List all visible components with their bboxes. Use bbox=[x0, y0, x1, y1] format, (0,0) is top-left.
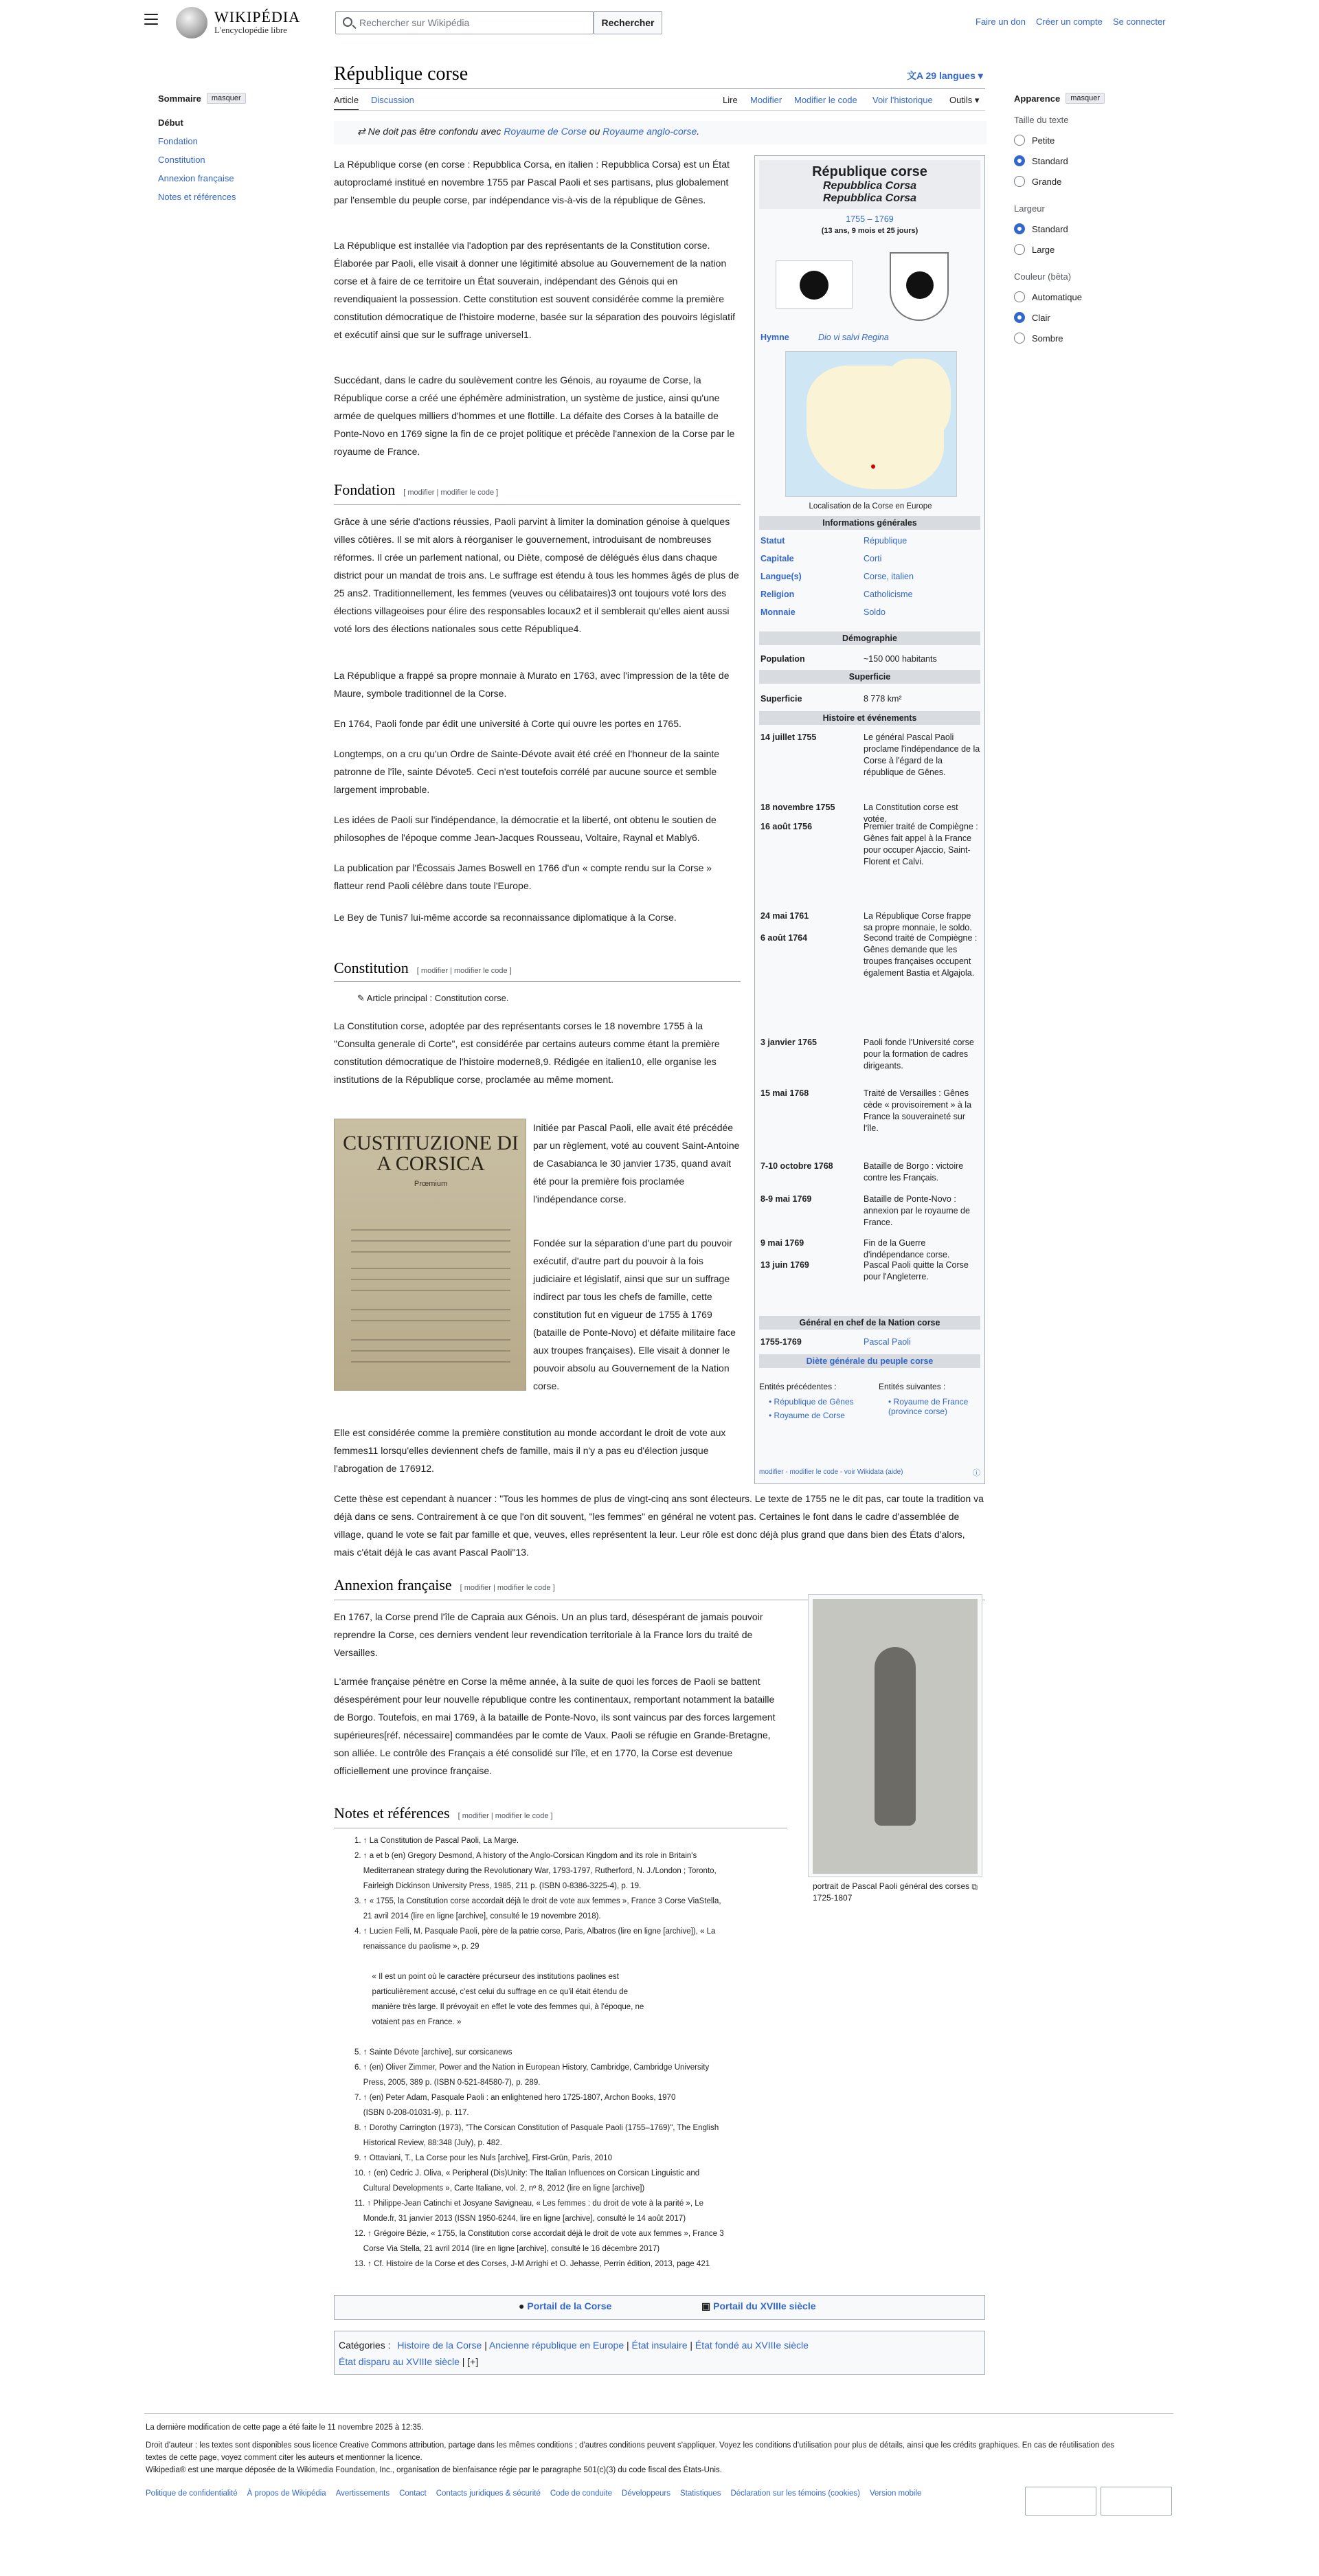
references-list bbox=[354, 1833, 794, 2272]
footer-link[interactable]: Contacts juridiques & sécurité bbox=[436, 2489, 541, 2498]
infobox-section-general: Général en chef de la Nation corse bbox=[759, 1316, 980, 1330]
info-key[interactable]: Capitale bbox=[760, 554, 794, 563]
footer-link[interactable]: Version mobile bbox=[870, 2489, 922, 2498]
hatnote bbox=[357, 126, 699, 137]
fondation-para-6: La publication par l'Écossais James Boswell en 1766 d'un « compte rendu sur la Corse » flatteur rend Paoli célèbre dans toute l'Europe. bbox=[334, 862, 712, 891]
entity-label: Royaume de France (province corse) bbox=[888, 1397, 969, 1416]
fondation-para-7: Le Bey de Tunis7 lui-même accorde sa reconnaissance diplomatique à la Corse. bbox=[334, 912, 677, 923]
previous-entity-corse[interactable]: • Royaume de Corse bbox=[769, 1411, 845, 1420]
reference-item: 3. ↑ « 1755, la Constitution corse accordait déjà le droit de vote aux femmes », France 3 Corse ViaStella, bbox=[354, 1897, 721, 1905]
heading-annexion bbox=[334, 1576, 555, 1594]
event-date: 8-9 mai 1769 bbox=[760, 1194, 812, 1204]
hymn-key[interactable]: Hymne bbox=[760, 333, 789, 342]
reference-item: 11. ↑ Philippe-Jean Catinchi et Josyane Savigneau, « Les femmes : du droit de vote à la parité », Le bbox=[354, 2199, 704, 2208]
edit-section-link[interactable]: [ modifier | modifier le code ] bbox=[460, 1584, 555, 1592]
entity-label: Royaume de Corse bbox=[774, 1411, 845, 1420]
heading-text: Annexion française bbox=[334, 1576, 452, 1593]
radio-color-light[interactable] bbox=[1014, 312, 1158, 323]
radio-label: Standard bbox=[1032, 223, 1068, 234]
heading-text: Constitution bbox=[334, 959, 409, 976]
document-line bbox=[351, 1251, 510, 1253]
info-value[interactable]: Soldo bbox=[864, 607, 886, 617]
infobox bbox=[754, 155, 985, 1484]
heading-constitution bbox=[334, 959, 512, 977]
constitution-para-4: Elle est considérée comme la première constitution au monde accordant le droit de vote aux femmes11 lorsqu'elles deviennent chefs de famille, mais il n'y a pas eu d'élection jusque l'abrogation de 176912. bbox=[334, 1427, 726, 1474]
footer-link[interactable]: À propos de Wikipédia bbox=[247, 2489, 326, 2498]
infobox-section-superficie: Superficie bbox=[759, 670, 980, 684]
infobox-section-demo: Démographie bbox=[759, 631, 980, 645]
tab-article[interactable]: Article bbox=[334, 95, 359, 111]
info-value[interactable]: Corti bbox=[864, 554, 882, 563]
event-date: 16 août 1756 bbox=[760, 822, 813, 831]
constitution-para-5: Cette thèse est cependant à nuancer : "Tous les hommes de plus de vingt-cinq ans sont électeurs. Le texte de 1755 ne le dit pas, car toute la tradition va déjà dans ce sens. Contrairement à ce que l'on dit souvent, "les femmes" en général ne votent pas. Certaines le font dans le cadre d'assemblée de village, quand le vote se fait par famille et que, veuves, elles représentent la leur. Leur rôle est donc déjà plus grand que dans bien des États d'alors, mais c'était déjà le cas avant Pascal Paoli"13. bbox=[334, 1493, 984, 1558]
moor-head-icon bbox=[906, 271, 934, 299]
constitution-para-2: Initiée par Pascal Paoli, elle avait été précédée par un règlement, voté au couvent Saint-Antoine de Casabianca le 30 janvier 1735, quand avait été pour la première fois proclamée l'indépendance corse. bbox=[533, 1122, 740, 1205]
event-text: Bataille de Ponte-Novo : annexion par le royaume de France. bbox=[864, 1194, 970, 1227]
reference-item: 8. ↑ Dorothy Carrington (1973), "The Corsican Constitution of Pasquale Paoli (1755–1769)", The English bbox=[354, 2124, 719, 2132]
search-button[interactable]: Rechercher bbox=[594, 11, 662, 34]
portals-box bbox=[334, 2295, 985, 2320]
event-date: 15 mai 1768 bbox=[760, 1088, 809, 1098]
diete-link[interactable]: Diète générale du peuple corse bbox=[759, 1354, 980, 1368]
radio-text-standard[interactable] bbox=[1014, 155, 1158, 166]
previous-entities bbox=[759, 1382, 862, 1420]
previous-entity-genes[interactable]: • République de Gênes bbox=[769, 1397, 854, 1407]
text-size-label: Taille du texte bbox=[1014, 115, 1069, 125]
wordmark-title: WIKIPÉDIA bbox=[214, 8, 301, 25]
general-key: 1755-1769 bbox=[760, 1337, 802, 1347]
tools-label: Outils bbox=[949, 95, 973, 105]
hatnote-link-anglo[interactable]: Royaume anglo-corse bbox=[602, 126, 697, 137]
entity-label: République de Gênes bbox=[774, 1397, 854, 1407]
event-date: 14 juillet 1755 bbox=[760, 732, 817, 742]
table-of-contents bbox=[158, 93, 289, 202]
event-text: Traité de Versailles : Gênes cède « provisoirement » à la France la souveraineté sur l'île. bbox=[864, 1088, 972, 1133]
reference-item: particulièrement accusé, c'est celui du suffrage en ce qu'il était étendu de bbox=[354, 1988, 628, 1996]
heading-fondation bbox=[334, 481, 498, 499]
radio-color-dark[interactable] bbox=[1014, 333, 1158, 344]
reference-item: Fairleigh Dickinson University Press, 1985, 211 p. (ISBN 0-8386-3225-4), p. 19. bbox=[354, 1882, 642, 1890]
hatnote-end: . bbox=[697, 126, 700, 137]
category-link[interactable]: État disparu au XVIIIe siècle bbox=[339, 2356, 460, 2367]
reference-item: 1. ↑ La Constitution de Pascal Paoli, La Marge. bbox=[354, 1837, 519, 1845]
language-icon: 文A bbox=[907, 70, 926, 81]
constitution-para-3: Fondée sur la séparation d'une part du pouvoir exécutif, d'autre part du pouvoir à la fois judiciaire et législatif, ainsi que sur un suffrage indirect par tous les chefs de famille, cette constitution fut en vigueur de 1755 à 1769 (bataille de Ponte-Novo) et défaite militaire face aux troupes françaises). Elle visait à donner le pouvoir absolu au Gouvernement de la Nation corse. bbox=[533, 1237, 736, 1391]
event-text: Paoli fonde l'Université corse pour la formation de cadres dirigeants. bbox=[864, 1038, 974, 1071]
info-key[interactable]: Langue(s) bbox=[760, 572, 802, 581]
annexion-para-1: En 1767, la Corse prend l'île de Capraia aux Génois. Un an plus tard, désespérant de jamais pouvoir reprendre la Corse, ces derniers vendent leur revendication territoriale à la France lors du traité de Versailles. bbox=[334, 1611, 763, 1658]
radio-icon bbox=[1014, 291, 1025, 302]
disambig-icon: ⇄ bbox=[357, 126, 368, 137]
section-divider bbox=[334, 504, 741, 505]
footer-link[interactable]: Avertissements bbox=[335, 2489, 390, 2498]
footer-divider bbox=[144, 2413, 1173, 2414]
appearance-header bbox=[1014, 93, 1158, 104]
footer-link[interactable]: Déclaration sur les témoins (cookies) bbox=[730, 2489, 860, 2498]
license-line-1: Droit d'auteur : les textes sont disponibles sous licence Creative Commons attribution, partage dans les mêmes conditions ; d'autres conditions peuvent s'appliquer. Voyez les conditions d'utilisation pour plus de détails, ainsi que les crédits graphiques. En cas de réutilisation des bbox=[146, 2441, 1115, 2450]
footer-link[interactable]: Développeurs bbox=[622, 2489, 670, 2498]
document-line bbox=[351, 1350, 510, 1352]
tab-discussion[interactable]: Discussion bbox=[371, 95, 414, 105]
portal-18e-icon: ▣ bbox=[701, 2300, 714, 2311]
constitution-document-image[interactable] bbox=[334, 1119, 526, 1391]
main-article-text: Article principal : Constitution corse. bbox=[366, 993, 509, 1003]
document-line bbox=[351, 1309, 510, 1310]
toc-item-annexion[interactable]: Annexion française bbox=[158, 173, 234, 183]
hatnote-prefix: Ne doit pas être confondu avec bbox=[368, 126, 504, 137]
reference-item: 7. ↑ (en) Peter Adam, Pasquale Paoli : an enlightened hero 1725-1807, Archon Books, 1970 bbox=[354, 2094, 676, 2102]
section-divider bbox=[334, 981, 741, 982]
radio-label: Sombre bbox=[1032, 333, 1063, 344]
document-line bbox=[351, 1229, 510, 1231]
reference-item: Historical Review, 88:348 (July), p. 482. bbox=[354, 2139, 502, 2147]
portal-corse[interactable] bbox=[519, 2300, 611, 2311]
action-read[interactable]: Lire bbox=[723, 95, 738, 105]
document-line bbox=[351, 1339, 510, 1341]
fondation-para-2: La République a frappé sa propre monnaie à Murato en 1763, avec l'impression de la tête de Maure, symbole traditionnel de la Corse. bbox=[334, 670, 730, 699]
reference-item: 12. ↑ Grégoire Bézie, « 1755, la Constitution corse accordait déjà le droit de vote aux femmes », France 3 bbox=[354, 2230, 724, 2238]
appearance-panel bbox=[1014, 93, 1158, 344]
flag-image[interactable] bbox=[776, 260, 853, 309]
reference-item: 10. ↑ (en) Cedric J. Oliva, « Peripheral (Dis)Unity: The Italian Influences on Corsican Linguistic and bbox=[354, 2169, 700, 2177]
donate-link[interactable]: Faire un don bbox=[976, 16, 1026, 27]
appearance-hide-button[interactable]: masquer bbox=[1066, 93, 1105, 104]
fondation-para-1: Grâce à une série d'actions réussies, Paoli parvint à limiter la domination génoise à quelques villes côtières. Il se mit alors à réorganiser le gouvernement, introduisant de nombreuses réformes. Il crée un parlement national, ou Diète, composé de délégués élus dans chaque district pour un mandat de trois ans. Le suffrage est étendu à tous les hommes âgés de plus de 25 ans2. Traditionnellement, les femmes (veuves ou célibataires)3 ont toujours voté lors des élections villageoises pour élire des responsables locaux2 et il semblerait qu'elles aient aussi voté lors des élections nationales sous cette République4. bbox=[334, 516, 739, 634]
portal-18e-link[interactable]: Portail du XVIIIe siècle bbox=[713, 2300, 816, 2311]
map-land bbox=[882, 359, 951, 441]
categories-label: Catégories : bbox=[339, 2340, 391, 2351]
categories-more-button[interactable]: [+] bbox=[467, 2356, 479, 2367]
reference-item: 2. ↑ a et b (en) Gregory Desmond, A history of the Anglo-Corsican Kingdom and its role in Britain's bbox=[354, 1852, 697, 1860]
tabs-divider bbox=[334, 110, 985, 111]
event-text: La République Corse frappe sa propre monnaie, le soldo. bbox=[864, 911, 972, 932]
action-history[interactable]: Voir l'historique bbox=[872, 95, 933, 105]
reference-item: manière très large. Il prévoyait en effet le vote des femmes qui, à l'époque, ne bbox=[354, 2003, 644, 2011]
next-entities-heading: Entités suivantes : bbox=[879, 1382, 946, 1391]
radio-label: Clair bbox=[1032, 312, 1050, 323]
event-date: 7-10 octobre 1768 bbox=[760, 1161, 833, 1171]
event-text: Premier traité de Compiègne : Gênes fait appel à la France pour occuper Ajaccio, Saint-Florent et Calvi. bbox=[864, 822, 978, 866]
event-text: La Constitution corse est votée. bbox=[864, 803, 958, 824]
radio-icon bbox=[1014, 333, 1025, 344]
reference-item: 6. ↑ (en) Oliver Zimmer, Power and the Nation in European History, Cambridge, Cambridge University bbox=[354, 2063, 710, 2072]
portal-corse-icon: ● bbox=[519, 2300, 528, 2311]
radio-width-large[interactable] bbox=[1014, 244, 1158, 255]
main-article-icon: ✎ bbox=[357, 993, 367, 1003]
infobox-title: République corse bbox=[812, 164, 927, 179]
info-icon[interactable]: ⓘ bbox=[973, 1469, 980, 1477]
infobox-name-corse: Repubblica Corsa bbox=[822, 180, 917, 192]
population-value: ~150 000 habitants bbox=[864, 654, 937, 664]
corsica-marker-icon bbox=[871, 464, 875, 469]
event-date: 24 mai 1761 bbox=[760, 911, 809, 921]
radio-icon bbox=[1014, 135, 1025, 146]
constitution-para-1: La Constitution corse, adoptée par des représentants corses le 18 novembre 1755 à la "Consulta generale di Corte", est considérée par certains auteurs comme étant la première constitution démocratique de l'histoire moderne8,9. Rédigée en italien10, elle organise les institutions de la République corse, proclamée au même moment. bbox=[334, 1020, 720, 1085]
radio-text-small[interactable] bbox=[1014, 135, 1158, 146]
search-icon bbox=[343, 17, 352, 27]
fondation-para-5: Les idées de Paoli sur l'indépendance, la démocratie et la liberté, ont obtenu le soutien de philosophes de l'époque comme Jean-Jacques Rousseau, Voltaire, Raynal et Mably6. bbox=[334, 814, 717, 843]
toc-title: Sommaire bbox=[158, 93, 201, 104]
document-line bbox=[351, 1290, 510, 1291]
annexion-para-2: L'armée française pénètre en Corse la même année, à la suite de quoi les forces de Paoli se battent désespérément pour leur nouvelle république contre les continentaux, remportant notamment la bataille de Borgo. Toutefois, en mai 1769, à la bataille de Ponte-Novo, ils sont vaincus par des forces largement supérieures[réf. nécessaire] commandées par le comte de Vaux. Paoli se réfugie en Grande-Bretagne, son alliée. Le contrôle des Français a été consolidé sur l'île, et en 1770, la Corse est devenue officiellement une province française. bbox=[334, 1676, 776, 1776]
previous-entities-heading: Entités précédentes : bbox=[759, 1382, 837, 1391]
event-text: Pascal Paoli quitte la Corse pour l'Angleterre. bbox=[864, 1260, 969, 1281]
population-key: Population bbox=[760, 654, 805, 664]
languages-label: 29 langues bbox=[925, 70, 976, 81]
footer-license bbox=[146, 2439, 1173, 2476]
event-text: Bataille de Borgo : victoire contre les Français. bbox=[864, 1161, 964, 1183]
hymn-value[interactable]: Dio vi salvi Regina bbox=[818, 333, 889, 342]
reference-item: Corse Via Stella, 21 avril 2014 (lire en ligne [archive], consulté le 16 décembre 2017) bbox=[354, 2245, 660, 2253]
appearance-title: Apparence bbox=[1014, 93, 1061, 104]
radio-label: Large bbox=[1032, 244, 1055, 255]
document-line bbox=[351, 1361, 510, 1363]
radio-selected-icon bbox=[1014, 155, 1025, 166]
main-article-note bbox=[357, 989, 728, 1007]
page-title: République corse bbox=[334, 63, 469, 85]
info-key[interactable]: Monnaie bbox=[760, 607, 796, 617]
radio-label: Standard bbox=[1032, 155, 1068, 166]
intro-para-2: La République est installée via l'adoption par des représentants de la Constitution corse. Élaborée par Paoli, elle visait à donner une légitimité absolue au Gouvernement de la nation corse et à faire de ce territoire un État souverain, indépendant des Génois qui en revendiquaient la possession. Cette constitution est souvent considérée comme la première constitution démocratique de l'histoire moderne, basée sur la séparation des pouvoirs législatif et exécutif ainsi que sur le suffrage universel1. bbox=[334, 240, 736, 340]
width-label: Largeur bbox=[1014, 203, 1045, 214]
event-text: Second traité de Compiègne : Gênes demande que les troupes françaises occupent également Bastia et Algajola. bbox=[864, 933, 978, 978]
radio-label: Petite bbox=[1032, 135, 1055, 146]
radio-label: Grande bbox=[1032, 176, 1062, 187]
category-link[interactable]: État insulaire bbox=[631, 2340, 688, 2351]
enlarge-icon[interactable]: ⧉ bbox=[971, 1882, 978, 1892]
fondation-para-4: Longtemps, on a cru qu'un Ordre de Sainte-Dévote avait été créé en l'honneur de la sainte patronne de l'île, sainte Dévote5. Ceci n'est toutefois corrélé par aucune source et semble largement improbable. bbox=[334, 748, 720, 795]
coat-of-arms-image[interactable] bbox=[890, 252, 949, 321]
event-date: 9 mai 1769 bbox=[760, 1238, 804, 1248]
reference-item: 21 avril 2014 (lire en ligne [archive], consulté le 19 novembre 2018). bbox=[354, 1912, 601, 1920]
infobox-name-italian: Repubblica Corsa bbox=[822, 192, 917, 204]
footer-links bbox=[146, 2487, 1011, 2500]
paoli-portrait-image[interactable] bbox=[813, 1599, 978, 1874]
mediawiki-badge[interactable] bbox=[1101, 2487, 1172, 2516]
category-link[interactable]: Ancienne république en Europe bbox=[488, 2340, 624, 2351]
hatnote-mid: ou bbox=[586, 126, 603, 137]
login-link[interactable]: Se connecter bbox=[1113, 16, 1166, 27]
paoli-portrait-thumbnail[interactable] bbox=[808, 1594, 982, 1903]
reference-item: Mediterranean strategy during the Revolutionary War, 1793-1797, Rutherford, N. J./London ; Toronto, bbox=[354, 1867, 717, 1875]
radio-width-standard[interactable] bbox=[1014, 223, 1158, 234]
general-value[interactable]: Pascal Paoli bbox=[864, 1337, 911, 1347]
event-date: 18 novembre 1755 bbox=[760, 803, 835, 812]
toc-hide-button[interactable]: masquer bbox=[207, 93, 246, 104]
license-line-3: Wikipedia® est une marque déposée de la Wikimedia Foundation, Inc., organisation de bienfaisance régie par le paragraphe 501(c)(3) du code fiscal des États-Unis. bbox=[146, 2466, 722, 2474]
infobox-section-history: Histoire et événements bbox=[759, 711, 980, 725]
info-key[interactable]: Statut bbox=[760, 536, 785, 546]
license-line-2: textes de cette page, voyez comment citer les auteurs et mentionner la licence. bbox=[146, 2454, 422, 2462]
radio-color-auto[interactable] bbox=[1014, 291, 1158, 302]
footer-modified: La dernière modification de cette page a été faite le 11 novembre 2025 à 12:35. bbox=[146, 2423, 424, 2432]
footer-link[interactable]: Code de conduite bbox=[550, 2489, 613, 2498]
intro-para-1: La République corse (en corse : Repubblica Corsa, en italien : Repubblica Corsa) est un État autoproclamé institué en novembre 1755 par Pascal Paoli et ses partisans, plus globalement par l'ensemble du peuple corse, par indépendance vis-à-vis de la république de Gênes. bbox=[334, 159, 730, 205]
footer-link[interactable]: Contact bbox=[399, 2489, 427, 2498]
event-date: 6 août 1764 bbox=[760, 933, 808, 943]
category-link[interactable]: État fondé au XVIIIe siècle bbox=[695, 2340, 809, 2351]
wordmark-tagline: L'encyclopédie libre bbox=[214, 25, 287, 35]
document-line bbox=[351, 1320, 510, 1321]
event-date: 13 juin 1769 bbox=[760, 1260, 809, 1270]
info-value[interactable]: République bbox=[864, 536, 907, 546]
category-link[interactable]: Histoire de la Corse bbox=[397, 2340, 482, 2351]
map-caption: Localisation de la Corse en Europe bbox=[809, 502, 932, 511]
toc-item-debut[interactable]: Début bbox=[158, 117, 183, 128]
reference-item: 5. ↑ Sainte Dévote [archive], sur corsicanews bbox=[354, 2048, 512, 2057]
next-entity-france[interactable]: • Royaume de France (province corse) bbox=[888, 1397, 969, 1416]
radio-selected-icon bbox=[1014, 312, 1025, 323]
document-line bbox=[351, 1268, 510, 1269]
languages-button[interactable]: 文A 29 langues ▾ bbox=[907, 70, 983, 81]
edit-section-link[interactable]: [ modifier | modifier le code ] bbox=[458, 1812, 553, 1820]
action-edit[interactable]: Modifier bbox=[750, 95, 782, 105]
info-value[interactable]: Corse, italien bbox=[864, 572, 914, 581]
document-title: CUSTITUZIONE DI A CORSICA bbox=[343, 1132, 519, 1175]
document-line bbox=[351, 1240, 510, 1242]
footer-link[interactable]: Statistiques bbox=[680, 2489, 721, 2498]
reference-item: 13. ↑ Cf. Histoire de la Corse et des Corses, J-M Arrighi et O. Jehasse, Perrin édition, 2013, page 421 bbox=[354, 2260, 710, 2268]
event-date: 3 janvier 1765 bbox=[760, 1038, 818, 1047]
toc-item-constitution[interactable]: Constitution bbox=[158, 155, 205, 165]
toc-item-fondation[interactable]: Fondation bbox=[158, 136, 198, 146]
portrait-figure bbox=[875, 1647, 916, 1826]
radio-icon bbox=[1014, 176, 1025, 187]
fondation-para-3: En 1764, Paoli fonde par édit une université à Corte qui ouvre les portes en 1765. bbox=[334, 718, 681, 729]
tools-menu[interactable]: Outils ▾ bbox=[949, 95, 980, 105]
header bbox=[0, 0, 1319, 44]
edit-section-link[interactable]: [ modifier | modifier le code ] bbox=[403, 489, 499, 497]
superficie-key: Superficie bbox=[760, 694, 802, 704]
reference-item: Press, 2005, 389 p. (ISBN 0-521-84580-7), p. 289. bbox=[354, 2079, 541, 2087]
portal-corse-link[interactable]: Portail de la Corse bbox=[527, 2300, 612, 2311]
document-line bbox=[351, 1279, 510, 1280]
portrait-caption: portrait de Pascal Paoli général des corses 1725-1807 bbox=[813, 1881, 970, 1903]
wordmark[interactable] bbox=[214, 8, 300, 36]
infobox-footer-links[interactable]: modifier - modifier le code - voir Wikidata (aide) bbox=[759, 1468, 903, 1476]
info-value[interactable]: Catholicisme bbox=[864, 590, 913, 599]
moor-head-icon bbox=[800, 271, 828, 300]
reference-item: 9. ↑ Ottaviani, T., La Corse pour les Nuls [archive], First-Grün, Paris, 2010 bbox=[354, 2154, 612, 2162]
hatnote-link-royaume[interactable]: Royaume de Corse bbox=[504, 126, 587, 137]
radio-selected-icon bbox=[1014, 223, 1025, 234]
portal-18e[interactable] bbox=[701, 2300, 816, 2312]
infobox-header bbox=[759, 160, 980, 209]
event-text: Fin de la Guerre d'indépendance corse. bbox=[864, 1238, 950, 1259]
toc-header bbox=[158, 93, 289, 104]
radio-label: Automatique bbox=[1032, 291, 1082, 302]
categories-box: Catégories : Histoire de la Corse | Ancienne république en Europe | État insulaire | État fondé au XVIIIe siècle État disparu au XVIIIe siècle | [+] bbox=[334, 2331, 985, 2375]
footer-link[interactable]: Politique de confidentialité bbox=[146, 2489, 238, 2498]
reference-item: « Il est un point où le caractère précurseur des institutions paolines est bbox=[354, 1973, 619, 1981]
wikimedia-badge[interactable] bbox=[1025, 2487, 1096, 2516]
reference-item: votaient pas en France. » bbox=[354, 2018, 462, 2026]
infobox-section-info: Informations générales bbox=[759, 516, 980, 530]
create-account-link[interactable]: Créer un compte bbox=[1036, 16, 1103, 27]
event-text: Le général Pascal Paoli proclame l'indépendance de la Corse à l'égard de la république de Gênes. bbox=[864, 732, 980, 777]
infobox-duration: (13 ans, 9 mois et 25 jours) bbox=[821, 227, 918, 235]
toc-item-notes[interactable]: Notes et références bbox=[158, 192, 236, 202]
reference-item bbox=[354, 1954, 794, 1969]
heading-text: Notes et références bbox=[334, 1804, 450, 1822]
heading-notes bbox=[334, 1804, 553, 1822]
wikipedia-logo-icon[interactable] bbox=[176, 7, 207, 38]
search-placeholder: Rechercher sur Wikipédia bbox=[359, 17, 470, 28]
document-subtitle: Prœmium bbox=[414, 1180, 448, 1188]
edit-section-link[interactable]: [ modifier | modifier le code ] bbox=[416, 967, 512, 975]
reference-item: renaissance du paolisme », p. 29 bbox=[354, 1942, 480, 1951]
reference-item: 4. ↑ Lucien Felli, M. Pasquale Paoli, père de la patrie corse, Paris, Albatros (lire en ligne [archive]), « La bbox=[354, 1927, 716, 1936]
info-key[interactable]: Religion bbox=[760, 590, 795, 599]
next-entities bbox=[879, 1382, 982, 1416]
infobox-years[interactable]: 1755 – 1769 bbox=[846, 214, 894, 224]
radio-text-large[interactable] bbox=[1014, 176, 1158, 187]
reference-item: Monde.fr, 31 janvier 2013 (ISSN 1950-6244, lire en ligne [archive], consulté le 14 août 2017) bbox=[354, 2215, 686, 2223]
color-label: Couleur (bêta) bbox=[1014, 271, 1072, 282]
heading-text: Fondation bbox=[334, 481, 396, 498]
menu-icon[interactable] bbox=[144, 14, 158, 26]
reference-item: Cultural Developments », Carte Italiane, vol. 2, nº 8, 2012 (lire en ligne [archive]) bbox=[354, 2184, 645, 2193]
europe-locator-map[interactable] bbox=[785, 351, 957, 497]
search-input[interactable] bbox=[335, 11, 594, 34]
title-divider bbox=[334, 88, 985, 89]
radio-icon bbox=[1014, 244, 1025, 255]
reference-item bbox=[354, 2030, 794, 2045]
intro-para-3: Succédant, dans le cadre du soulèvement contre les Génois, au royaume de Corse, la République corse a créé une éphémère administration, un système de justice, ainsi qu'une armée de quelques milliers d'hommes et une flottille. La défaite des Corses à la bataille de Ponte-Novo en 1769 signe la fin de ce projet politique et précède l'annexion de la Corse par le royaume de France. bbox=[334, 374, 735, 457]
superficie-value: 8 778 km² bbox=[864, 694, 902, 704]
action-edit-source[interactable]: Modifier le code bbox=[794, 95, 857, 105]
reference-item: (ISBN 0-208-01031-9), p. 117. bbox=[354, 2109, 469, 2117]
